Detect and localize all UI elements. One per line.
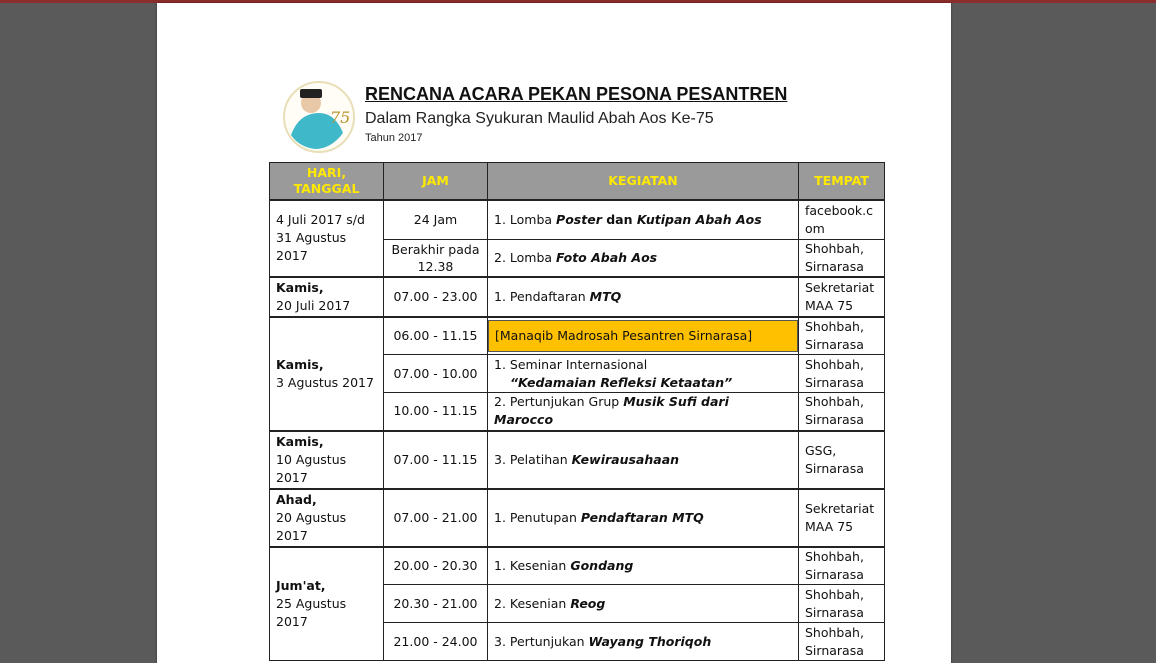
table-row: [270, 317, 885, 355]
activity-cell: 1. Penutupan Pendaftaran MTQ: [488, 489, 799, 547]
activity-cell: 2. Lomba Foto Abah Aos: [488, 239, 799, 277]
table-row: [270, 431, 885, 489]
time-cell: 07.00 - 11.15: [384, 431, 488, 489]
year-label: Tahun 2017: [365, 132, 423, 144]
activity-cell: 1. Lomba Poster dan Kutipan Abah Aos: [488, 200, 799, 239]
day-cell: Kamis, 20 Juli 2017: [270, 277, 384, 317]
activity-cell: 1. Pendaftaran MTQ: [488, 277, 799, 317]
activity-cell: 1. Kesenian Gondang: [488, 547, 799, 585]
activity-cell-highlight: [488, 317, 799, 355]
header-activity: KEGIATAN: [488, 163, 799, 201]
header-time: JAM: [384, 163, 488, 201]
time-cell: 20.30 - 21.00: [384, 585, 488, 623]
place-cell: Shohbah, Sirnarasa: [799, 239, 885, 277]
activity-cell: 2. Pertunjukan Grup Musik Sufi dari Marocco: [488, 393, 799, 431]
page-subtitle: Dalam Rangka Syukuran Maulid Abah Aos Ke-75: [365, 110, 714, 127]
place-cell: Shohbah, Sirnarasa: [799, 317, 885, 355]
place-cell: Shohbah, Sirnarasa: [799, 623, 885, 661]
table-header-row: [270, 163, 885, 201]
table-row: [270, 489, 885, 547]
table-row: [270, 547, 885, 585]
activity-cell: 3. Pertunjukan Wayang Thoriqoh: [488, 623, 799, 661]
abah-aos-logo: [283, 81, 355, 153]
table-row: [270, 277, 885, 317]
day-cell: Kamis, 10 Agustus 2017: [270, 431, 384, 489]
place-cell: Shohbah, Sirnarasa: [799, 355, 885, 393]
place-cell: Shohbah, Sirnarasa: [799, 393, 885, 431]
place-cell: Sekretariat MAA 75: [799, 277, 885, 317]
time-cell: 10.00 - 11.15: [384, 393, 488, 431]
time-cell: Berakhir pada 12.38: [384, 239, 488, 277]
time-cell: 07.00 - 23.00: [384, 277, 488, 317]
svg-text:75: 75: [330, 108, 351, 127]
activity-cell: 1. Seminar Internasional “Kedamaian Refleksi Ketaatan”: [488, 355, 799, 393]
day-cell: Jum'at, 25 Agustus 2017: [270, 547, 384, 661]
highlight-banner: [Manaqib Madrosah Pesantren Sirnarasa]: [488, 320, 798, 352]
time-cell: 06.00 - 11.15: [384, 317, 488, 355]
place-cell: Sekretariat MAA 75: [799, 489, 885, 547]
time-cell: 21.00 - 24.00: [384, 623, 488, 661]
time-cell: 07.00 - 10.00: [384, 355, 488, 393]
place-cell: Shohbah, Sirnarasa: [799, 585, 885, 623]
day-cell: 4 Juli 2017 s/d 31 Agustus 2017: [270, 200, 384, 277]
schedule-table: [269, 162, 885, 661]
place-cell: facebook.com: [799, 200, 885, 239]
header-place: TEMPAT: [799, 163, 885, 201]
day-cell: Ahad, 20 Agustus 2017: [270, 489, 384, 547]
time-cell: 24 Jam: [384, 200, 488, 239]
activity-cell: 2. Kesenian Reog: [488, 585, 799, 623]
header-day: HARI, TANGGAL: [270, 163, 384, 201]
page-title: RENCANA ACARA PEKAN PESONA PESANTREN: [365, 84, 788, 104]
activity-cell: 3. Pelatihan Kewirausahaan: [488, 431, 799, 489]
place-cell: Shohbah, Sirnarasa: [799, 547, 885, 585]
document-page: [157, 3, 951, 663]
place-cell: GSG, Sirnarasa: [799, 431, 885, 489]
table-row: [270, 200, 885, 239]
time-cell: 07.00 - 21.00: [384, 489, 488, 547]
day-cell: Kamis, 3 Agustus 2017: [270, 317, 384, 431]
time-cell: 20.00 - 20.30: [384, 547, 488, 585]
